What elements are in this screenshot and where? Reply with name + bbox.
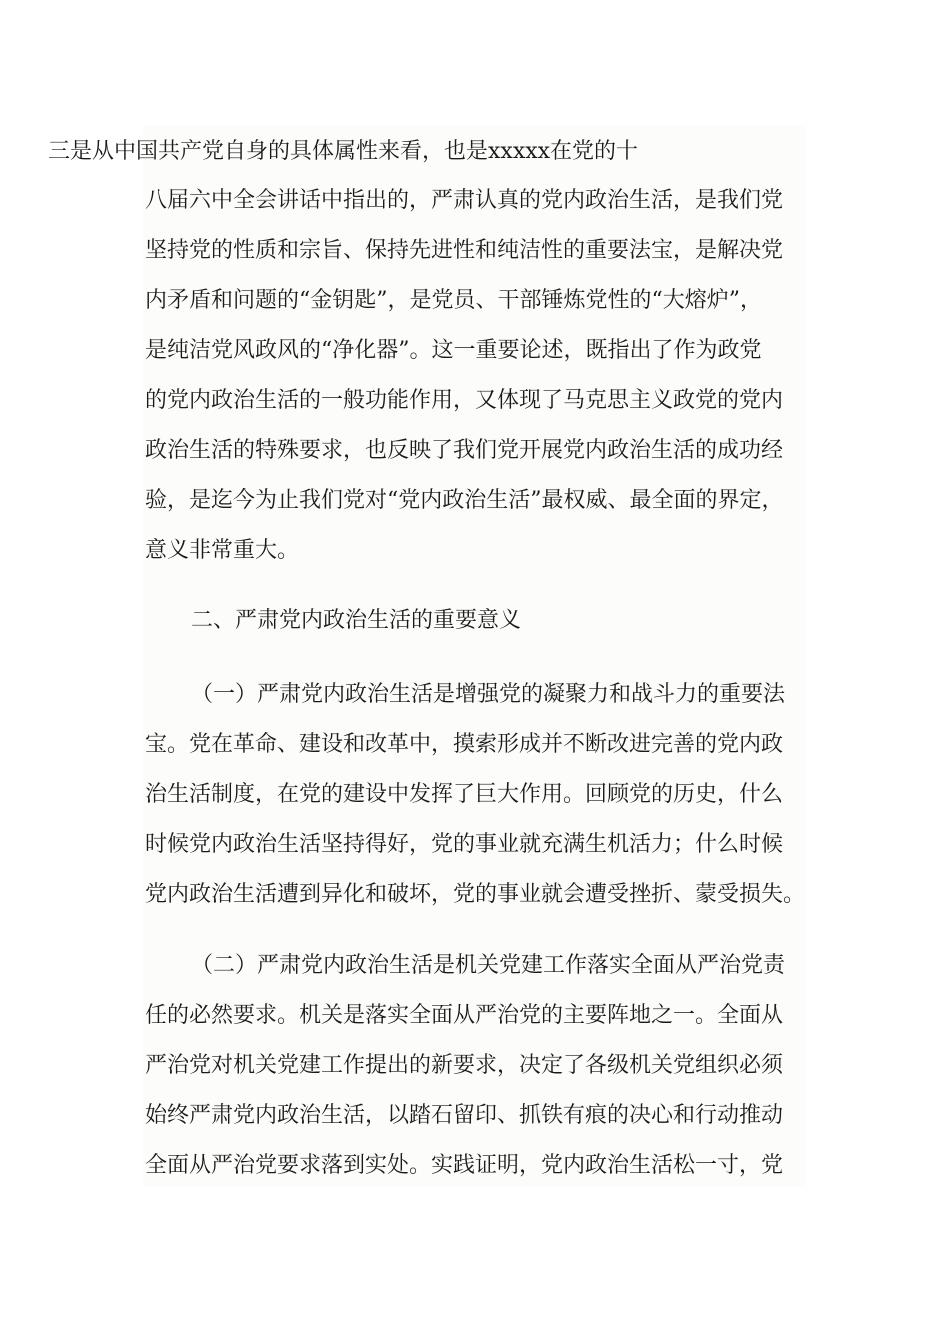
section-heading: 二、严肃党内政治生活的重要意义 bbox=[191, 608, 522, 633]
paragraph-3-line: 全面从严治党要求落到实处。实践证明，党内政治生活松一寸，党 bbox=[145, 1153, 784, 1178]
paragraph-1-line: 八届六中全会讲话中指出的，严肃认真的党内政治生活，是我们党 bbox=[145, 188, 784, 213]
paragraph-1-line: 坚持党的性质和宗旨、保持先进性和纯洁性的重要法宝，是解决党 bbox=[145, 238, 784, 263]
paragraph-1-line: 的党内政治生活的一般功能作用，又体现了马克思主义政党的党内 bbox=[145, 388, 784, 413]
paragraph-2-line: 治生活制度，在党的建设中发挥了巨大作用。回顾党的历史，什么 bbox=[145, 782, 784, 807]
paragraph-2-line: 党内政治生活遭到异化和破坏，党的事业就会遭受挫折、蒙受损失。 bbox=[145, 882, 806, 907]
paragraph-1-line: 意义非常重大。 bbox=[145, 538, 300, 563]
paragraph-3-line: 任的必然要求。机关是落实全面从严治党的主要阵地之一。全面从 bbox=[145, 1003, 784, 1028]
paragraph-2-line: （一）严肃党内政治生活是增强党的凝聚力和战斗力的重要法 bbox=[191, 682, 786, 707]
paragraph-1-line: 验，是迄今为止我们党对“党内政治生活”最权威、最全面的界定， bbox=[145, 488, 784, 513]
paragraph-1-line: 三是从中国共产党自身的具体属性来看，也是xxxxx在党的十 bbox=[48, 139, 639, 164]
paragraph-1-line: 政治生活的特殊要求，也反映了我们党开展党内政治生活的成功经 bbox=[145, 438, 784, 463]
paragraph-2-line: 宝。党在革命、建设和改革中，摸索形成并不断改进完善的党内政 bbox=[145, 732, 784, 757]
paragraph-3-line: 严治党对机关党建工作提出的新要求，决定了各级机关党组织必须 bbox=[145, 1053, 784, 1078]
paragraph-3-line: （二）严肃党内政治生活是机关党建工作落实全面从严治党责 bbox=[191, 953, 786, 978]
paragraph-3-line: 始终严肃党内政治生活，以踏石留印、抓铁有痕的决心和行动推动 bbox=[145, 1103, 784, 1128]
paragraph-2-line: 时候党内政治生活坚持得好，党的事业就充满生机活力；什么时候 bbox=[145, 832, 784, 857]
paragraph-1-line: 是纯洁党风政风的“净化器”。这一重要论述，既指出了作为政党 bbox=[145, 338, 762, 363]
paragraph-1-line: 内矛盾和问题的“金钥匙”，是党员、干部锤炼党性的“大熔炉”， bbox=[145, 288, 762, 313]
